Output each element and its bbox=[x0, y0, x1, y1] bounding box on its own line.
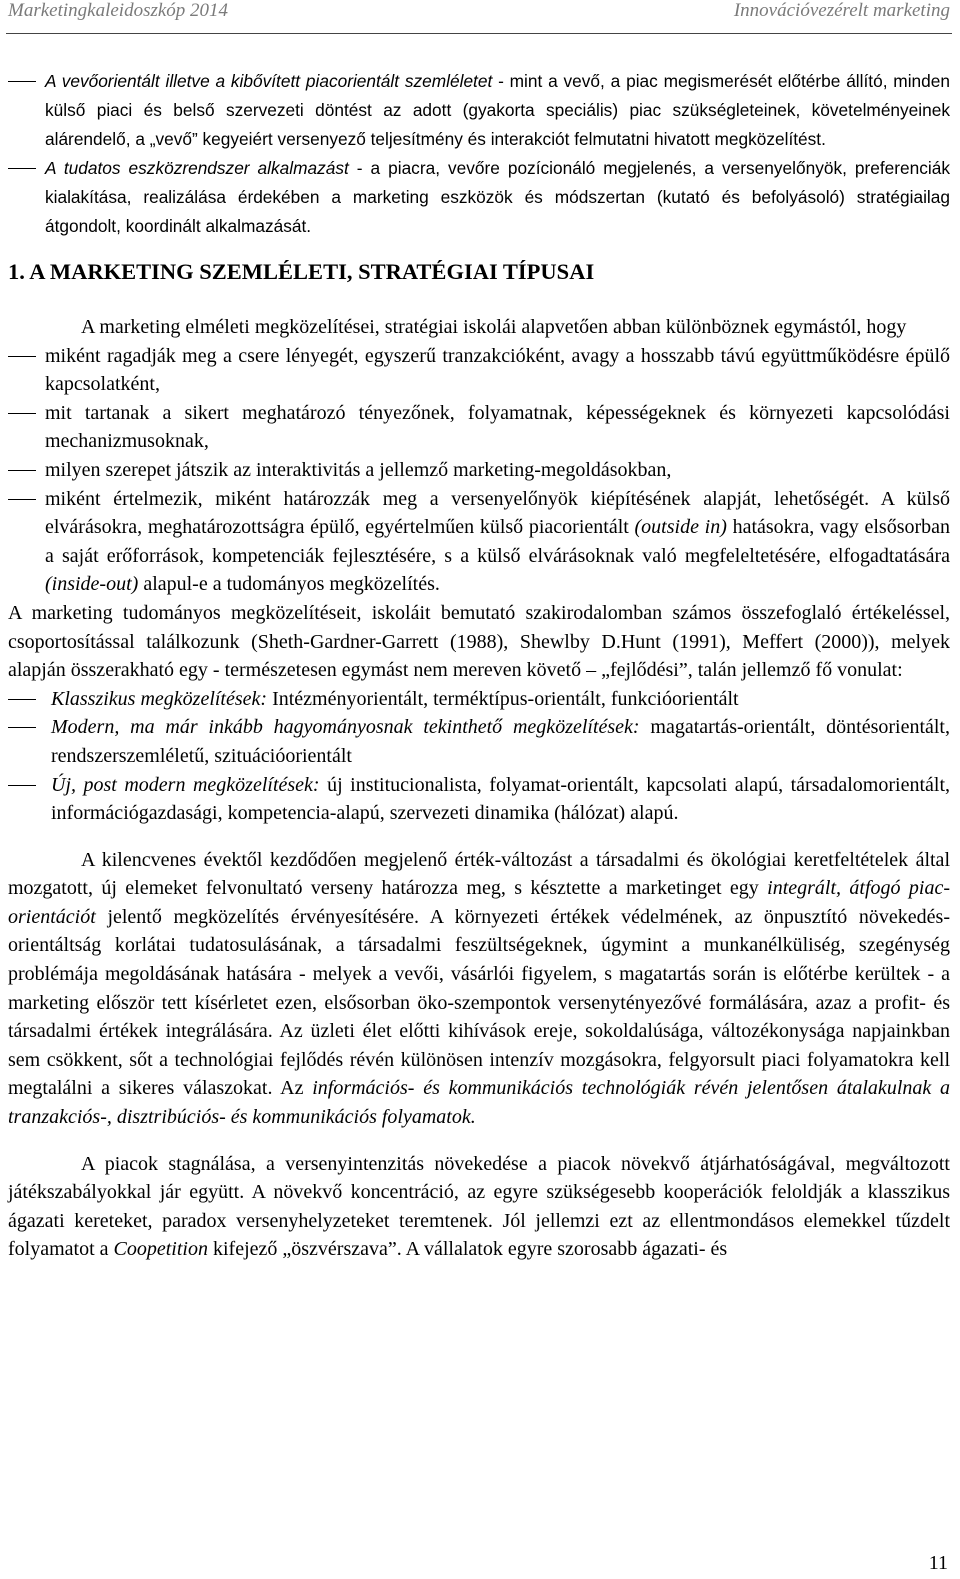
approach-text: új institucionalista, folyamat-orientált, kapcsolati alapú, társadalomorientált, információgazdasági, kompetencia-alapú, szervezeti dinamika (hálózat) alapú. bbox=[51, 773, 951, 825]
term-italic: integrált, átfogó piac-orientációt bbox=[8, 877, 951, 928]
dash-bullet-icon bbox=[8, 168, 36, 169]
list-item bbox=[8, 154, 950, 241]
dash-bullet-icon bbox=[8, 499, 36, 500]
list-item-text: milyen szerepet játszik az interaktivitás a jellemző marketing-megoldásokban, bbox=[45, 458, 672, 481]
list-item bbox=[8, 771, 950, 828]
dash-bullet-icon bbox=[8, 699, 36, 700]
list-item-text: - a piacra, vevőre pozícionáló megjelenés, a versenyelőnyök, preferenciák kialakítása, realizálása érdekében a marketing eszközök és módszertan (kutató és befolyásoló) stratégiailag átgondolt, koordinált alkalmazását. bbox=[45, 158, 950, 236]
list-item-text: mit tartanak a sikert meghatározó tényezőnek, folyamatnak, képességeknek és környezeti kapcsolódási mechanizmusoknak, bbox=[45, 401, 950, 453]
approach-label: Modern, ma már inkább hagyományosnak tekinthető megközelítések: bbox=[51, 716, 640, 739]
list-item bbox=[8, 713, 950, 770]
term-italic: információs- és kommunikációs technológiák révén jelentősen átalakulnak a tranzakciós-, disztribúciós- és kommunikációs folyamatok. bbox=[8, 1077, 951, 1129]
term-italic: (inside-out) bbox=[45, 573, 139, 596]
dash-bullet-icon bbox=[8, 785, 36, 786]
dash-bullet-icon bbox=[8, 413, 36, 414]
list-item bbox=[8, 685, 950, 714]
term-italic: Coopetition bbox=[113, 1238, 208, 1261]
list-item-text: miként ragadják meg a csere lényegét, egyszerű tranzakcióként, avagy a hosszabb távú együttműködésre épülő kapcsolatként, bbox=[45, 344, 950, 396]
dash-bullet-icon bbox=[8, 470, 36, 471]
list-item bbox=[8, 399, 950, 456]
intro-paragraph: A marketing elméleti megközelítései, stratégiai iskolái alapvetően abban különböznek egymástól, hogy bbox=[81, 316, 907, 338]
approach-label: Klasszikus megközelítések: bbox=[51, 687, 268, 710]
dash-bullet-icon bbox=[8, 356, 36, 357]
values-paragraph: A kilencvenes évektől kezdődően megjelenő érték-változást a társadalmi és ökológiai keretfeltételek által mozgatott, új elemeket felvonultató verseny határozza meg, s késztette a marketinget egy integrált, átfogó piac-orientációt jelentő megközelítés érvényesítésére. A környezeti értékek védelmének, az önpusztító növekedés-orientáltság korlátai tudatosulásának, a társadalmi feszültségeknek, úgymint a munkanélküliség, szegénység problémája megoldásának hatására - melyek a vevői, vásárlói figyelem, s magatartás során is előtérbe kerültek - a marketing először tett kísérletet ezen, elsősorban öko-szempontok versenytényezővé formálására, azaz a profit- és társadalmi értékek integrálására. Az üzleti élet előtti kihívások ereje, sokoldalúsága, változékonysága napjainkban sem csökkent, sőt a technológiai fejlődés révén különösen intenzív mozgásokra, felgyorsult piaci folyamatokra kell megtalálni a sikeres válaszokat. Az információs- és kommunikációs technológiák révén jelentősen átalakulnak a tranzakciós-, disztribúciós- és kommunikációs folyamatok. bbox=[8, 848, 951, 1129]
literature-paragraph: A marketing tudományos megközelítéseit, iskoláit bemutató szakirodalomban számos összefoglaló értékeléssel, csoportosítással találkozunk (Sheth-Gardner-Garrett (1988), Shewlby D.Hunt (1991), Meffert (2000)), melyek alapján összerakható egy - természetesen egymást nem mereven követő – „fejlődési”, talán jellemző fő vonulat: bbox=[8, 601, 950, 682]
header-divider bbox=[6, 33, 952, 34]
term-italic: A tudatos eszközrendszer alkalmazást bbox=[45, 158, 349, 178]
term-italic: (outside in) bbox=[634, 516, 727, 539]
approach-label: Új, post modern megközelítések: bbox=[51, 773, 320, 796]
list-item: miként értelmezik, miként határozzák meg a versenyelőnyök kiépítésének alapját, lehetőségét. A külső elvárásokra, meghatározottságra épülő, egyértelműen külső piacorientált (outside in) hatásokra, vagy elsősorban a saját erőforrások, kompetenciák fejlesztésére, s a külső elvárásoknak való megfeleltetésére, elfogadtatására (inside-out) alapul-e a tudományos megközelítés. bbox=[8, 485, 950, 599]
approach-text: magatartás-orientált, döntésorientált, rendszerszemléletű, szituációorientált bbox=[51, 716, 950, 767]
page-number: 11 bbox=[928, 1552, 948, 1574]
list-item-text: - mint a vevő, a piac megismerését előtérbe állító, minden külső piaci és belső szervezeti döntést az adott (gyakorta speciális) piac szükségleteinek, követelményeinek alárendelő, a „vevő” kegyeiért versenyező teljesítmény és interakciót felmutatni hivatott megközelítést. bbox=[45, 71, 950, 149]
market-paragraph: A piacok stagnálása, a versenyintenzitás növekedése a piacok növekvő átjárhatóságával, megváltozott játékszabályokkal jár együtt. A növekvő koncentráció, az egyre szükségesebb kooperációk feloldják a klasszikus ágazati kereteket, paradox versenyhelyzeteket teremtenek. Jól jellemzi ezt az ellentmondásos elemekkel tűzdelt folyamatot a Coopetition kifejező „öszvérszava”. A vállalatok egyre szorosabb ágazati- és bbox=[8, 1152, 950, 1261]
list-item bbox=[8, 67, 950, 154]
section-heading: 1. A MARKETING SZEMLÉLETI, STRATÉGIAI TÍPUSAI bbox=[8, 259, 595, 284]
list-item bbox=[8, 342, 950, 399]
dash-bullet-icon bbox=[8, 727, 36, 728]
page-header bbox=[0, 0, 960, 30]
header-section-title: Innovációvezérelt marketing bbox=[733, 0, 950, 21]
approach-text: Intézményorientált, terméktípus-orientált, funkcióorientált bbox=[267, 687, 739, 710]
list-item bbox=[8, 456, 950, 485]
dash-bullet-icon bbox=[8, 81, 36, 82]
term-italic: A vevőorientált illetve a kibővített piacorientált szemléletet bbox=[45, 71, 493, 91]
header-journal-title: Marketingkaleidoszkóp 2014 bbox=[8, 0, 229, 21]
page-body bbox=[8, 67, 950, 1264]
